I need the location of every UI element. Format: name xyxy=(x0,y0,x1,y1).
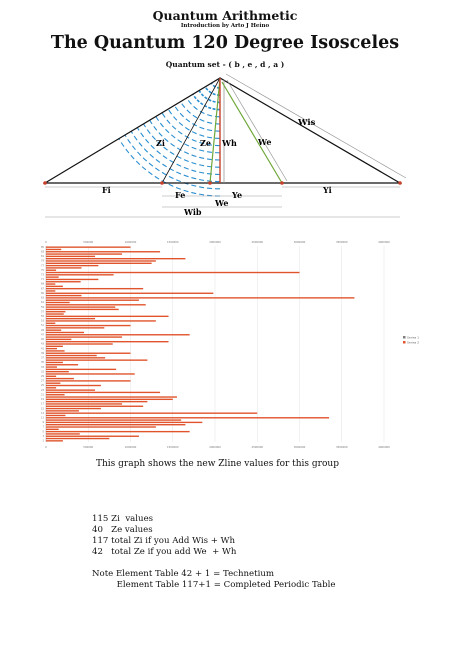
note-line: 117 total Zi if you Add Wis + Wh xyxy=(92,536,236,546)
y-tick-label: 25 xyxy=(40,384,44,388)
blue-arc xyxy=(162,113,220,146)
x-tick-label-bottom: 2000000 xyxy=(209,446,221,449)
bar xyxy=(46,320,156,321)
bar xyxy=(46,341,169,342)
note-line: Note Element Table 42 + 1 = Technetium xyxy=(92,569,275,579)
bar xyxy=(46,251,160,252)
bar xyxy=(46,336,122,337)
y-tick-label: 81 xyxy=(40,255,44,259)
bar xyxy=(46,256,95,257)
y-tick-label: 9 xyxy=(42,421,44,425)
bar xyxy=(46,263,152,264)
bar xyxy=(46,417,329,418)
chart-caption: This graph shows the new Zline values for this group xyxy=(96,459,339,469)
bar xyxy=(46,401,147,402)
y-tick-label: 39 xyxy=(40,351,44,355)
bar xyxy=(46,424,185,425)
x-tick-label-bottom: 1000000 xyxy=(124,446,137,449)
bar xyxy=(46,380,131,381)
bar xyxy=(46,350,65,351)
bar xyxy=(46,389,95,390)
bar xyxy=(46,246,131,247)
bar xyxy=(46,288,143,289)
bar xyxy=(46,334,190,335)
y-tick-label: 23 xyxy=(40,388,44,392)
zline-bar-chart xyxy=(0,236,450,456)
y-tick-label: 17 xyxy=(40,402,44,406)
quantum-set-label: Quantum set - ( b , e , d , a ) xyxy=(165,60,285,69)
bar xyxy=(46,410,79,411)
bar xyxy=(46,313,64,314)
label-we-diagonal: We xyxy=(258,137,272,147)
y-tick-label: 37 xyxy=(40,356,44,360)
y-tick-label: 79 xyxy=(40,259,44,263)
y-tick-label: 83 xyxy=(40,250,44,254)
x-tick-label-bottom: 3000000 xyxy=(293,446,306,449)
y-tick-label: 27 xyxy=(40,379,44,383)
bar xyxy=(46,412,257,413)
y-tick-label: 69 xyxy=(40,282,44,286)
bar xyxy=(46,406,143,407)
chart-bars xyxy=(46,246,354,441)
label-we: We xyxy=(215,198,229,208)
bar xyxy=(46,293,213,294)
bar xyxy=(46,369,116,370)
y-tick-label: 19 xyxy=(40,398,44,402)
label-wib: Wib xyxy=(184,207,202,217)
blue-arc xyxy=(137,128,220,175)
y-tick-label: 73 xyxy=(40,273,44,277)
bar xyxy=(46,364,78,365)
label-fi: Fi xyxy=(102,185,111,195)
label-wh: Wh xyxy=(222,138,237,148)
bar xyxy=(46,387,56,388)
bar xyxy=(46,431,190,432)
y-tick-label: 13 xyxy=(40,411,44,415)
y-tick-label: 85 xyxy=(40,245,44,249)
bar xyxy=(46,274,114,275)
y-tick-label: 57 xyxy=(40,310,44,314)
bar xyxy=(46,325,131,326)
bar xyxy=(46,281,81,282)
bar xyxy=(46,329,61,330)
note-line xyxy=(92,558,335,569)
x-tick-label-bottom: 0 xyxy=(45,446,47,449)
bar xyxy=(46,318,95,319)
legend-swatch xyxy=(403,341,406,344)
blue-arc xyxy=(168,109,220,138)
x-tick-label-top: 3500000 xyxy=(335,241,348,244)
bar xyxy=(46,306,115,307)
y-tick-label: 11 xyxy=(40,416,44,420)
x-tick-label-top: 4000000 xyxy=(378,241,390,244)
notes-block xyxy=(92,514,335,591)
note-line: 42 total Ze if you add We + Wh xyxy=(92,547,237,557)
bar xyxy=(46,362,63,363)
bar xyxy=(46,309,119,310)
wis-line xyxy=(226,74,406,178)
bar xyxy=(46,440,63,441)
y-tick-label: 59 xyxy=(40,305,44,309)
bar xyxy=(46,311,65,312)
legend-entry: Series 1 xyxy=(407,335,420,340)
x-tick-label-bottom: 500000 xyxy=(83,446,94,449)
y-tick-label: 5 xyxy=(42,430,44,434)
vertex-fe xyxy=(160,181,164,185)
y-tick-label: 21 xyxy=(40,393,44,397)
bar xyxy=(46,415,65,416)
x-tick-label-top: 0 xyxy=(45,241,47,244)
label-fe: Fe xyxy=(175,190,186,200)
y-tick-label: 29 xyxy=(40,374,44,378)
bar xyxy=(46,357,105,358)
bar xyxy=(46,265,98,266)
bar xyxy=(46,353,131,354)
bar xyxy=(46,438,109,439)
x-tick-label-top: 3000000 xyxy=(293,241,306,244)
blue-arc xyxy=(181,102,220,124)
y-tick-label: 71 xyxy=(40,278,44,282)
bar xyxy=(46,304,146,305)
bar xyxy=(46,327,104,328)
bar xyxy=(46,258,185,259)
label-wis: Wis xyxy=(298,118,316,128)
y-tick-label: 51 xyxy=(40,324,44,328)
note-line: Element Table 117+1 = Completed Periodic Table xyxy=(92,580,336,590)
y-tick-label: 49 xyxy=(40,328,44,332)
x-tick-label-bottom: 1500000 xyxy=(166,446,179,449)
bar xyxy=(46,290,55,291)
main-title: The Quantum 120 Degree Isosceles xyxy=(50,33,400,53)
bar xyxy=(46,436,139,437)
bar xyxy=(46,299,139,300)
label-ye: Ye xyxy=(232,190,243,200)
bar xyxy=(46,385,101,386)
bar xyxy=(46,394,65,395)
y-tick-label: 15 xyxy=(40,407,44,411)
bar xyxy=(46,366,57,367)
bar xyxy=(46,276,59,277)
bar xyxy=(46,378,74,379)
legend-entry: Series 2 xyxy=(407,340,420,345)
bar xyxy=(46,302,70,303)
bar xyxy=(46,426,156,427)
y-tick-label: 43 xyxy=(40,342,44,346)
x-tick-label-top: 1000000 xyxy=(124,241,137,244)
bar xyxy=(46,283,55,284)
bar xyxy=(46,348,57,349)
bar xyxy=(46,297,354,298)
bar xyxy=(46,295,81,296)
bar xyxy=(46,267,81,268)
y-tick-label: 53 xyxy=(40,319,44,323)
bar xyxy=(46,323,55,324)
bar xyxy=(46,392,160,393)
bar xyxy=(46,355,97,356)
bar xyxy=(46,253,122,254)
y-tick-label: 3 xyxy=(42,434,44,438)
bar xyxy=(46,260,156,261)
y-tick-label: 1 xyxy=(42,439,44,443)
bar xyxy=(46,332,84,333)
page-title: Quantum Arithmetic xyxy=(152,8,298,23)
bar xyxy=(46,359,147,360)
y-tick-label: 65 xyxy=(40,291,44,295)
vertex-right xyxy=(398,181,402,185)
y-tick-label: 31 xyxy=(40,370,44,374)
bar xyxy=(46,316,169,317)
page-subtitle: Introduction by Arto J Heino xyxy=(180,23,270,29)
vertex-left xyxy=(43,181,47,185)
bar xyxy=(46,371,69,372)
bar xyxy=(46,383,60,384)
y-tick-label: 7 xyxy=(42,425,44,429)
bar xyxy=(46,286,63,287)
we-line-grey xyxy=(227,80,287,181)
bar xyxy=(46,339,71,340)
bar xyxy=(46,346,63,347)
y-tick-label: 41 xyxy=(40,347,44,351)
x-tick-label-top: 2500000 xyxy=(251,241,264,244)
bar xyxy=(46,270,56,271)
x-tick-label-bottom: 3500000 xyxy=(335,446,348,449)
x-tick-label-bottom: 4000000 xyxy=(378,446,390,449)
note-line: 115 Zi values xyxy=(92,514,154,524)
chart-legend xyxy=(403,335,419,344)
vertex-ze xyxy=(208,181,212,185)
bar xyxy=(46,279,98,280)
y-tick-label: 47 xyxy=(40,333,44,337)
y-tick-label: 45 xyxy=(40,338,44,342)
y-tick-label: 63 xyxy=(40,296,44,300)
y-tick-label: 77 xyxy=(40,264,44,268)
isosceles-diagram xyxy=(0,0,450,230)
bar xyxy=(46,422,202,423)
y-tick-label: 35 xyxy=(40,361,44,365)
bar xyxy=(46,429,59,430)
y-tick-label: 67 xyxy=(40,287,44,291)
bar xyxy=(46,376,56,377)
bar xyxy=(46,399,173,400)
bar xyxy=(46,419,181,420)
y-tick-label: 61 xyxy=(40,301,44,305)
bar xyxy=(46,343,113,344)
bar xyxy=(46,272,300,273)
bar xyxy=(46,396,177,397)
vertex-yi xyxy=(280,181,284,185)
x-tick-label-top: 1500000 xyxy=(166,241,179,244)
label-ze: Ze xyxy=(200,138,211,148)
label-yi: Yi xyxy=(323,185,332,195)
y-tick-label: 55 xyxy=(40,315,44,319)
bar xyxy=(46,408,101,409)
y-tick-label: 33 xyxy=(40,365,44,369)
bar xyxy=(46,433,80,434)
bar xyxy=(46,249,61,250)
x-tick-label-bottom: 2500000 xyxy=(251,446,264,449)
bar xyxy=(46,403,122,404)
x-tick-label-top: 2000000 xyxy=(209,241,221,244)
triangle-outline xyxy=(45,78,400,183)
y-tick-label: 75 xyxy=(40,268,44,272)
label-zi: Zi xyxy=(156,138,165,148)
x-tick-label-top: 500000 xyxy=(83,241,94,244)
note-line: 40 Ze values xyxy=(92,525,153,535)
bar xyxy=(46,373,135,374)
legend-swatch xyxy=(403,336,406,339)
